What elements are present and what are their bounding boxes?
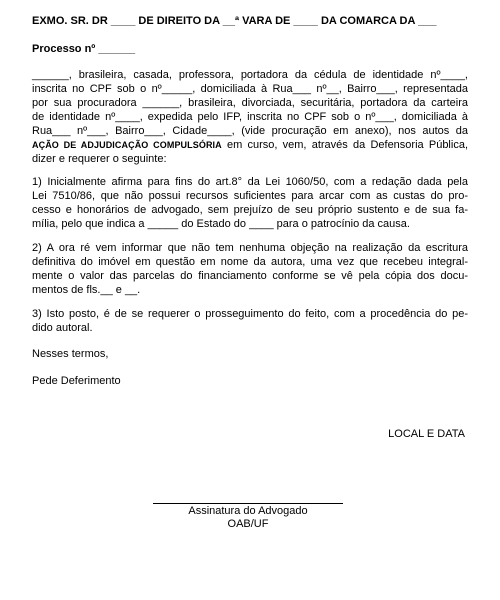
- intro-line: de identidade nº____, expedida pelo IFP, inscrita no CPF sob o nº___, domiciliada à: [32, 111, 468, 123]
- addressee-heading: EXMO. SR. DR ____ DE DIREITO DA __ª VARA DE ____ DA COMARCA DA ___: [32, 15, 437, 27]
- intro-action-line: [32, 138, 468, 152]
- intro-line: dizer e requerer o seguinte:: [32, 153, 167, 165]
- intro-paragraph: [32, 68, 468, 166]
- paragraph-2-line: definitiva do imóvel em questão em nome da autora, uma vez que recebeu integral-: [32, 256, 468, 268]
- paragraph-1-line: cesso e honorários de advogado, sem prejuízo de seu próprio sustento e de sua fa-: [32, 204, 468, 216]
- request-text: Pede Deferimento: [32, 375, 121, 387]
- process-number-label: Processo nº ______: [32, 43, 136, 55]
- paragraph-3-line: dido autoral.: [32, 322, 93, 334]
- paragraph-2-line: 2) A ora ré vem informar que não tem nenhuma objeção na realização da escritura: [32, 242, 468, 254]
- intro-line: Rua___ nº___, Bairro___, Cidade____, (vide procuração em anexo), nos autos da: [32, 125, 468, 137]
- paragraph-3: [32, 307, 468, 335]
- paragraph-2-line: mente o valor das parcelas do financiamento conforme se vê pela cópia dos docu-: [32, 270, 468, 282]
- signature-registration: OAB/UF: [227, 518, 269, 530]
- place-date: LOCAL E DATA: [388, 428, 465, 440]
- paragraph-2-line: mentos de fls.__ e __.: [32, 284, 141, 296]
- intro-line: ______, brasileira, casada, professora, portadora da cédula de identidade nº____,: [32, 69, 468, 81]
- paragraph-3-line: 3) Isto posto, é de se requerer o prosseguimento do feito, com a procedência do pe-: [32, 308, 468, 320]
- closing-text: Nesses termos,: [32, 348, 109, 360]
- action-name: AÇÃO DE ADJUDICAÇÃO COMPULSÓRIA: [32, 140, 222, 150]
- paragraph-1-line: Lei 7510/86, que não possui recursos suficientes para arcar com as custas do pro-: [32, 190, 468, 202]
- action-suffix: em curso, vem, através da Defensoria Pública,: [221, 139, 468, 151]
- signature-name: Assinatura do Advogado: [188, 505, 308, 517]
- signature-line: [153, 503, 343, 504]
- paragraph-1: [32, 175, 468, 231]
- intro-line: inscrita no CPF sob o nº_____, domiciliada à Rua___ nº__, Bairro___, representada: [32, 83, 468, 95]
- paragraph-1-line: mília, pelo que indica a _____ do Estado do ____ para o patrocínio da causa.: [32, 218, 410, 230]
- paragraph-1-line: 1) Inicialmente afirma para fins do art.8° da Lei 1060/50, com a redação dada pela: [32, 176, 468, 188]
- intro-line: por sua procuradora ______, brasileira, divorciada, securitária, portadora da carteira: [32, 97, 468, 109]
- paragraph-2: [32, 241, 468, 297]
